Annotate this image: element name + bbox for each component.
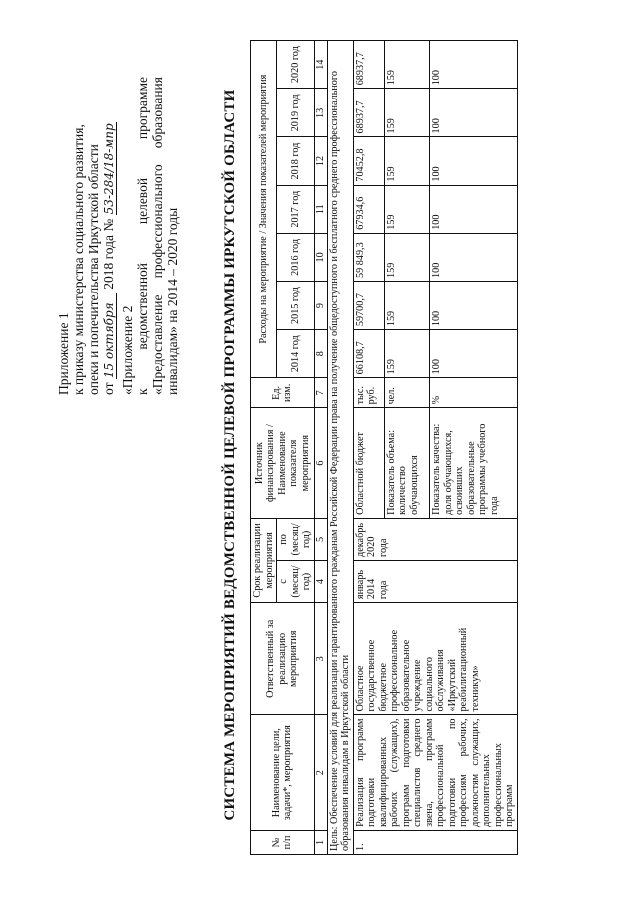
header-line-1: к приказу министерства социального развития, xyxy=(71,124,86,395)
value-cell: 100 xyxy=(430,89,517,137)
header-year: 2016 год xyxy=(277,233,315,281)
header-year: 2020 год xyxy=(277,41,315,89)
responsible-organization: Областное государственное бюджетное профессиональное образовательное учреждение социального обслуживания «Иркутский реабилитационный техникум» xyxy=(353,603,517,715)
funding-source: Областной бюджет xyxy=(353,408,384,518)
value-cell: 159 xyxy=(384,330,429,378)
term-from: январь 2014 года xyxy=(353,560,517,602)
column-number: 13 xyxy=(314,89,327,137)
column-number: 1 xyxy=(314,830,327,854)
header-term-to: по (месяц/ год) xyxy=(277,518,315,560)
header2-line-2: к ведомственной целевой программе xyxy=(135,77,150,395)
value-cell: 100 xyxy=(430,281,517,329)
header-name: Наименование цели, задачи*, мероприятия xyxy=(251,715,315,830)
column-number: 12 xyxy=(314,137,327,185)
term-to: декабрь 2020 года xyxy=(353,518,517,560)
column-number: 8 xyxy=(314,330,327,378)
value-cell: 68937,7 xyxy=(353,89,384,137)
goal-row xyxy=(327,41,353,855)
unit: % xyxy=(430,378,517,408)
appendix-2-header xyxy=(120,77,180,395)
header-term-from: с (месяц/ год) xyxy=(277,560,315,602)
indicator-name: Показатель объема: количество обучающихся xyxy=(384,408,429,518)
value-cell: 159 xyxy=(384,281,429,329)
column-number: 5 xyxy=(314,518,327,560)
year-text: 2018 года № xyxy=(101,218,116,290)
row-number: 1. xyxy=(353,830,517,854)
value-cell: 70452,8 xyxy=(353,137,384,185)
value-cell: 100 xyxy=(430,137,517,185)
value-cell: 68937,7 xyxy=(353,41,384,89)
value-cell: 100 xyxy=(430,185,517,233)
handwritten-date: 15 октября xyxy=(102,302,116,379)
value-cell: 159 xyxy=(384,41,429,89)
column-number-row xyxy=(314,41,327,855)
column-number: 6 xyxy=(314,408,327,518)
header-source: Источник финансирования / Наименование показателя мероприятия xyxy=(251,408,315,518)
table-row xyxy=(353,41,384,855)
column-number: 2 xyxy=(314,715,327,830)
value-cell: 59700,7 xyxy=(353,281,384,329)
column-number: 4 xyxy=(314,560,327,602)
indicator-name: Показатель качества: доля обучающихся, освоивших образовательные программы учебного года xyxy=(430,408,517,518)
value-cell: 159 xyxy=(384,137,429,185)
column-number: 3 xyxy=(314,603,327,715)
appendix-label: Приложение 1 xyxy=(56,312,71,395)
value-cell: 159 xyxy=(384,185,429,233)
value-cell: 67934,6 xyxy=(353,185,384,233)
date-prefix: от xyxy=(101,382,116,395)
value-cell: 66108,7 xyxy=(353,330,384,378)
header-year: 2018 год xyxy=(277,137,315,185)
header-line-2: опеки и попечительства Иркутской области xyxy=(86,144,101,395)
value-cell: 59 849,3 xyxy=(353,233,384,281)
column-number: 10 xyxy=(314,233,327,281)
measure-name: Реализация программ подготовки квалифицированных рабочих (служащих), программ подготовки специалистов среднего звена, программ профессиональной подготовки по профессиям рабочих, должностям служащих, дополнительных профессиональных программ xyxy=(353,715,517,830)
value-cell: 159 xyxy=(384,233,429,281)
value-cell: 100 xyxy=(430,330,517,378)
header-num: № п/п xyxy=(251,830,315,854)
column-number: 14 xyxy=(314,41,327,89)
handwritten-order-number: 53-284/18-мпр xyxy=(102,123,116,215)
order-date-line xyxy=(101,122,117,395)
document-title: СИСТЕМА МЕРОПРИЯТИЙ ВЕДОМСТВЕННОЙ ЦЕЛЕВОЙ ПРОГРАММЫ ИРКУТСКОЙ ОБЛАСТИ xyxy=(222,89,238,821)
appendix-header xyxy=(56,122,117,395)
header-year: 2017 год xyxy=(277,185,315,233)
goal-text: Цель: Обеспечение условий для реализации гарантированного гражданам Российской Федерации права на получение общедоступного и бесплатного среднего профессионального образования инвалидам в Иркутской области xyxy=(327,41,353,855)
value-cell: 159 xyxy=(384,89,429,137)
column-number: 11 xyxy=(314,185,327,233)
column-number: 7 xyxy=(314,378,327,408)
unit: тыс. руб. xyxy=(353,378,384,408)
unit: чел. xyxy=(384,378,429,408)
header2-line-1: «Приложение 2 xyxy=(120,305,135,395)
header-year: 2015 год xyxy=(277,281,315,329)
header-term: Срок реализации мероприятия xyxy=(251,518,277,602)
header-responsible: Ответственный за реализацию мероприятия xyxy=(251,603,315,715)
header-unit: Ед. изм. xyxy=(251,378,315,408)
header2-line-4: инвалидам» на 2014 – 2020 годы xyxy=(165,207,180,395)
header2-line-3: «Предоставление профессионального образования xyxy=(150,77,165,395)
program-table xyxy=(250,40,518,855)
header-year: 2019 год xyxy=(277,89,315,137)
header-expenses: Расходы на мероприятие / Значения показателей мероприятия xyxy=(251,41,277,378)
column-number: 9 xyxy=(314,281,327,329)
header-year: 2014 год xyxy=(277,330,315,378)
value-cell: 100 xyxy=(430,233,517,281)
value-cell: 100 xyxy=(430,41,517,89)
